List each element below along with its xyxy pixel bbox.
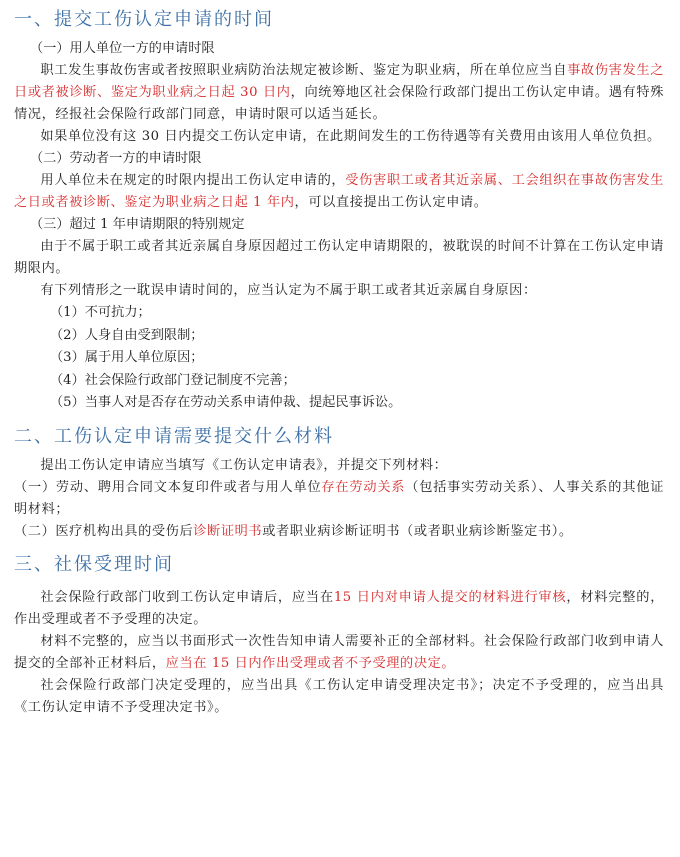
text-run: （二）医疗机构出具的受伤后 <box>14 523 194 539</box>
highlight-text: 受伤害职工或者其近亲属、工会组织在事故伤害发生之日或者被诊断、鉴定为职业病之日起 1 年内 <box>14 173 664 210</box>
subsection-1-heading: （一）用人单位一方的申请时限 <box>30 41 215 56</box>
list-item: （2）人身自由受到限制； <box>50 327 204 343</box>
subsection-3-paragraph-1: 由于不属于职工或者其近亲属自身原因超过工伤认定申请期限的，被耽误的时间不计算在工伤认定申请期限内。 <box>14 239 664 276</box>
section-3-paragraph-1 <box>14 587 664 631</box>
text-run: 社会保险行政部门收到工伤认定申请后，应当在 <box>40 589 334 605</box>
section-3-paragraph-2 <box>14 631 664 675</box>
text-run: 用人单位未在规定的时限内提出工伤认定申请的， <box>40 173 346 188</box>
text-run: （一）劳动、聘用合同文本复印件或者与用人单位 <box>14 479 322 495</box>
list-item: （1）不可抗力； <box>50 305 151 320</box>
section-2-title: 二、工伤认定申请需要提交什么材料 <box>14 425 334 447</box>
highlight-text: 诊断证明书 <box>193 523 263 539</box>
text-run: 或者职业病诊断证明书（或者职业病诊断鉴定书）。 <box>262 523 573 539</box>
subsection-3-paragraph-2: 有下列情形之一耽误申请时间的，应当认定为不属于职工或者其近亲属自身原因： <box>40 283 537 298</box>
list-item: （4）社会保险行政部门登记制度不完善； <box>50 372 296 388</box>
section-2-intro: 提出工伤认定申请应当填写《工伤认定申请表》，并提交下列材料： <box>40 457 448 473</box>
section-2-item-2 <box>14 521 664 543</box>
text-run: ，材料完整的，作出受理或者不予受理的决定。 <box>14 589 664 627</box>
highlight-text: 应当在 15 日内作出受理或者不予受理的决定。 <box>165 655 456 671</box>
text-run: ，向统筹地区社会保险行政部门提出工伤认定申请。遇有特殊情况，经报社会保险行政部门同意，申请时限可以适当延长。 <box>14 85 664 122</box>
section-3-title: 三、社保受理时间 <box>14 553 174 575</box>
subsection-3-heading: （三）超过 1 年申请期限的特别规定 <box>30 217 245 232</box>
text-run: 职工发生事故伤害或者按照职业病防治法规定被诊断、鉴定为职业病，所在单位应当自 <box>40 63 568 78</box>
subsection-2-heading: （二）劳动者一方的申请时限 <box>30 151 202 166</box>
subsection-2-paragraph-1 <box>14 170 664 214</box>
section-1-title: 一、提交工伤认定申请的时间 <box>14 9 274 30</box>
text-run: （包括事实劳动关系）、人事关系的其他证明材料； <box>14 479 664 517</box>
text-run: ，可以直接提出工伤认定申请。 <box>294 195 488 210</box>
list-item: （3）属于用人单位原因； <box>50 350 204 365</box>
highlight-text: 15 日内对申请人提交的材料进行审核 <box>333 589 567 605</box>
subsection-1-paragraph-2: 如果单位没有这 30 日内提交工伤认定申请，在此期间发生的工伤待遇等有关费用由该用人单位负担。 <box>40 129 661 144</box>
list-item: （5）当事人对是否存在劳动关系申请仲裁、提起民事诉讼。 <box>50 395 402 410</box>
section-2-item-1 <box>14 477 664 521</box>
text-run: 材料不完整的，应当以书面形式一次性告知申请人需要补正的全部材料。社会保险行政部门收到申请人提交的全部补正材料后， <box>14 633 664 671</box>
highlight-text: 存在劳动关系 <box>321 479 406 495</box>
subsection-1-paragraph-1 <box>14 60 664 126</box>
highlight-text: 事故伤害发生之日或者被诊断、鉴定为职业病之日起 30 日内 <box>14 63 665 100</box>
section-3-paragraph-3: 社会保险行政部门决定受理的，应当出具《工伤认定申请受理决定书》；决定不予受理的，应当出具《工伤认定申请不予受理决定书》。 <box>14 677 664 715</box>
